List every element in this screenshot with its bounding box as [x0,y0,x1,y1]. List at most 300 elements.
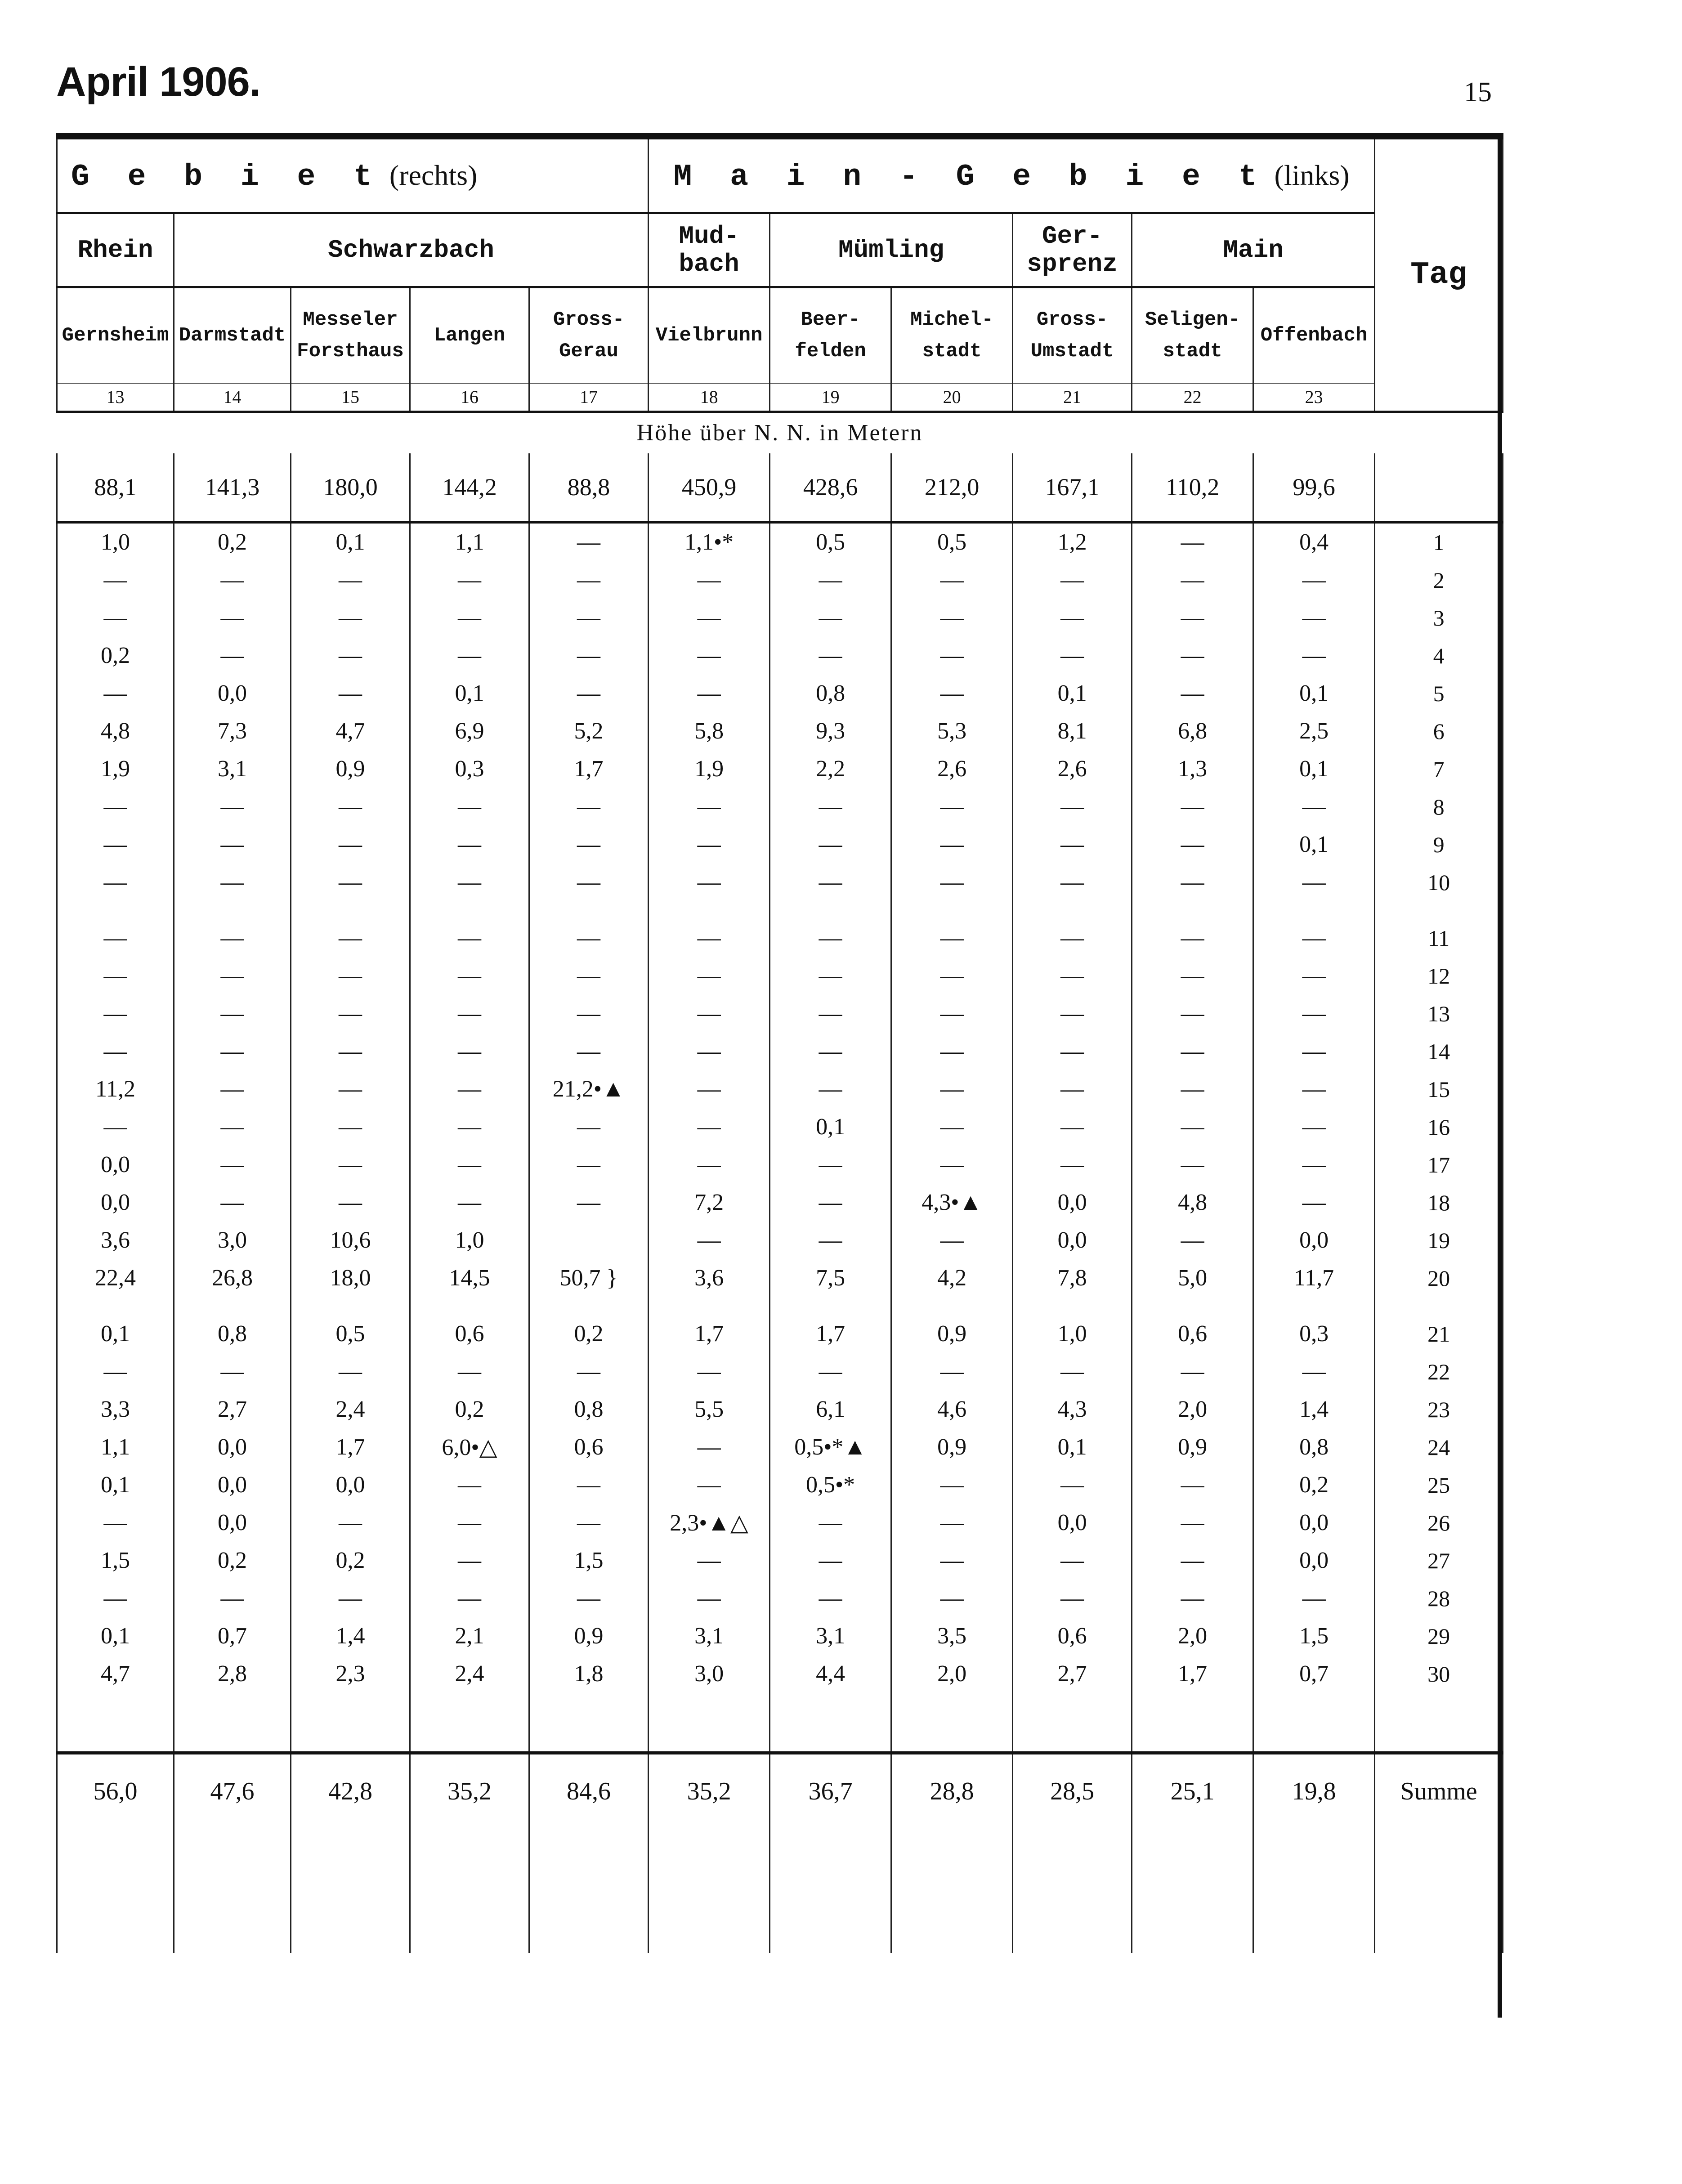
cell-14: — [174,1033,291,1070]
cell-21: 1,2 [1013,522,1132,561]
cell-17: — [529,826,649,864]
cell-23: — [1253,1353,1375,1391]
sum-17: 84,6 [529,1764,649,1818]
cell-16: — [410,919,529,957]
cell-16: — [410,637,529,675]
cell-15: — [291,599,410,637]
cell-20: — [891,1504,1013,1542]
cell-17: — [529,1184,649,1222]
cell-13: — [57,864,174,901]
cell-14: — [174,1146,291,1184]
cell-19: — [770,561,891,599]
cell-18: — [649,1146,770,1184]
cell-16: — [410,1542,529,1580]
cell-19: 6,1 [770,1391,891,1428]
table-row [57,522,1503,561]
station-15: Messeler Forsthaus [291,287,410,383]
cell-18: 3,1 [649,1617,770,1655]
cell-14: — [174,599,291,637]
cell-23: — [1253,1070,1375,1108]
cell-15: — [291,675,410,712]
column-number-21: 21 [1013,383,1132,412]
cell-18: 1,7 [649,1315,770,1353]
cell-16: — [410,1108,529,1146]
tag-cell: 13 [1375,995,1503,1033]
cell-22: 2,0 [1132,1391,1253,1428]
cell-18: — [649,826,770,864]
cell-20: — [891,675,1013,712]
cell-18: — [649,1108,770,1146]
cell-23: 0,8 [1253,1428,1375,1466]
cell-13: 11,2 [57,1070,174,1108]
cell-21: — [1013,1070,1132,1108]
cell-13: 4,7 [57,1655,174,1693]
cell-13: — [57,675,174,712]
cell-13: 0,1 [57,1466,174,1504]
cell-18: — [649,919,770,957]
station-header-row [57,287,1503,383]
cell-22: 1,7 [1132,1655,1253,1693]
cell-22: 0,6 [1132,1315,1253,1353]
tag-cell: 26 [1375,1504,1503,1542]
column-number-19: 19 [770,383,891,412]
cell-15: 0,0 [291,1466,410,1504]
table-row [57,712,1503,750]
cell-13: 0,1 [57,1617,174,1655]
cell-14: 3,1 [174,750,291,788]
cell-19: — [770,1184,891,1222]
cell-23: 2,5 [1253,712,1375,750]
cell-16: — [410,1184,529,1222]
cell-19: — [770,1353,891,1391]
cell-19: — [770,864,891,901]
column-number-16: 16 [410,383,529,412]
cell-16: — [410,1504,529,1542]
tag-cell: 3 [1375,599,1503,637]
cell-17: 21,2•▲ [529,1070,649,1108]
tag-cell: 22 [1375,1353,1503,1391]
cell-17: — [529,919,649,957]
cell-21: 0,0 [1013,1222,1132,1259]
cell-14: 0,8 [174,1315,291,1353]
cell-17: 0,2 [529,1315,649,1353]
cell-15: — [291,919,410,957]
cell-13: 1,1 [57,1428,174,1466]
cell-18: — [649,1542,770,1580]
hoehe-row [57,412,1503,453]
cell-18: — [649,1353,770,1391]
cell-22: — [1132,864,1253,901]
cell-17: — [529,995,649,1033]
cell-22: 2,0 [1132,1617,1253,1655]
cell-16: — [410,1353,529,1391]
cell-13: — [57,599,174,637]
cell-15: 18,0 [291,1259,410,1297]
spacer-row [57,901,1503,919]
cell-13: 1,9 [57,750,174,788]
cell-19: 7,5 [770,1259,891,1297]
cell-15: 4,7 [291,712,410,750]
cell-19: 3,1 [770,1617,891,1655]
cell-14: — [174,864,291,901]
cell-13: — [57,826,174,864]
cell-17: — [529,864,649,901]
cell-23: — [1253,1146,1375,1184]
cell-22: — [1132,1222,1253,1259]
cell-17: — [529,957,649,995]
cell-21: 0,1 [1013,675,1132,712]
cell-18: — [649,995,770,1033]
cell-14: 2,8 [174,1655,291,1693]
river-header-row [57,213,1503,287]
tag-cell: 21 [1375,1315,1503,1353]
table-row [57,826,1503,864]
cell-16: — [410,1580,529,1617]
station-13: Gernsheim [57,287,174,383]
cell-18: 7,2 [649,1184,770,1222]
cell-19: — [770,1033,891,1070]
table-row [57,1353,1503,1391]
right-border-rule [1498,133,1502,2018]
river-muemling: Mümling [770,213,1013,287]
cell-18: — [649,637,770,675]
cell-18: — [649,1466,770,1504]
cell-20: — [891,995,1013,1033]
cell-22: — [1132,599,1253,637]
cell-20: — [891,637,1013,675]
cell-19: — [770,1542,891,1580]
cell-23: — [1253,864,1375,901]
column-number-15: 15 [291,383,410,412]
cell-17: 5,2 [529,712,649,750]
cell-14: — [174,1353,291,1391]
cell-19: 0,1 [770,1108,891,1146]
cell-14: — [174,1070,291,1108]
tag-cell: 19 [1375,1222,1503,1259]
cell-17: — [529,599,649,637]
cell-20: 4,2 [891,1259,1013,1297]
cell-21: — [1013,919,1132,957]
elevation-18: 450,9 [649,453,770,522]
cell-14: — [174,1108,291,1146]
cell-20: — [891,788,1013,826]
cell-15: 1,7 [291,1428,410,1466]
table-row [57,1504,1503,1542]
river-main: Main [1132,213,1375,287]
sum-20: 28,8 [891,1764,1013,1818]
cell-20: — [891,1222,1013,1259]
cell-21: 0,6 [1013,1617,1132,1655]
cell-18: — [649,1580,770,1617]
cell-19: 0,5 [770,522,891,561]
cell-21: — [1013,1542,1132,1580]
cell-22: — [1132,1542,1253,1580]
station-18: Vielbrunn [649,287,770,383]
cell-17: — [529,561,649,599]
cell-20: 0,5 [891,522,1013,561]
cell-16: — [410,826,529,864]
sum-21: 28,5 [1013,1764,1132,1818]
cell-22: — [1132,1580,1253,1617]
river-rhein: Rhein [57,213,174,287]
cell-16: 1,0 [410,1222,529,1259]
sum-rule-row [57,1753,1503,1764]
cell-16: 2,4 [410,1655,529,1693]
cell-21: — [1013,957,1132,995]
group-main [649,136,1375,213]
cell-20: 3,5 [891,1617,1013,1655]
cell-20: 2,6 [891,750,1013,788]
cell-13: — [57,919,174,957]
cell-21: 0,1 [1013,1428,1132,1466]
table-row [57,995,1503,1033]
cell-14: 0,0 [174,1428,291,1466]
cell-17: — [529,1033,649,1070]
cell-20: — [891,919,1013,957]
cell-19: 0,8 [770,675,891,712]
table-row [57,1070,1503,1108]
cell-21: 2,6 [1013,750,1132,788]
cell-20: 4,3•▲ [891,1184,1013,1222]
cell-15: — [291,995,410,1033]
cell-21: — [1013,1033,1132,1070]
cell-14: 0,2 [174,1542,291,1580]
cell-21: — [1013,599,1132,637]
tag-cell: 27 [1375,1542,1503,1580]
cell-13: — [57,995,174,1033]
cell-13: — [57,1504,174,1542]
cell-18: — [649,675,770,712]
cell-17 [529,1222,649,1259]
cell-15: — [291,637,410,675]
tag-cell: 12 [1375,957,1503,995]
cell-22: — [1132,561,1253,599]
cell-13: 0,2 [57,637,174,675]
table-row [57,1315,1503,1353]
cell-21: — [1013,1353,1132,1391]
cell-21: — [1013,637,1132,675]
cell-21: 0,0 [1013,1504,1132,1542]
cell-19: 4,4 [770,1655,891,1693]
cell-14: 0,2 [174,522,291,561]
cell-18: — [649,1070,770,1108]
cell-20: — [891,1033,1013,1070]
table-row [57,1542,1503,1580]
cell-21: 2,7 [1013,1655,1132,1693]
cell-15: — [291,1108,410,1146]
cell-15: — [291,1033,410,1070]
tag-cell: 6 [1375,712,1503,750]
tag-cell: 17 [1375,1146,1503,1184]
cell-15: — [291,1580,410,1617]
cell-19: — [770,1222,891,1259]
elevation-17: 88,8 [529,453,649,522]
cell-14: 0,0 [174,675,291,712]
cell-17: — [529,1353,649,1391]
group-right-label: M a i n - G e b i e t [673,159,1267,194]
cell-14: 3,0 [174,1222,291,1259]
tag-cell: 1 [1375,522,1503,561]
cell-22: 4,8 [1132,1184,1253,1222]
precipitation-table [56,133,1502,1953]
table-row [57,599,1503,637]
cell-23: — [1253,1184,1375,1222]
elevation-14: 141,3 [174,453,291,522]
cell-21: 0,0 [1013,1184,1132,1222]
cell-15: 10,6 [291,1222,410,1259]
daily-rows [57,522,1503,1693]
cell-17: 1,8 [529,1655,649,1693]
cell-22: — [1132,637,1253,675]
cell-21: — [1013,1146,1132,1184]
column-number-22: 22 [1132,383,1253,412]
cell-13: 0,1 [57,1315,174,1353]
cell-19: 9,3 [770,712,891,750]
cell-23: — [1253,599,1375,637]
table-row [57,1146,1503,1184]
tag-cell: 14 [1375,1033,1503,1070]
cell-22: — [1132,1070,1253,1108]
cell-17: — [529,637,649,675]
cell-23: 0,3 [1253,1315,1375,1353]
cell-22: — [1132,919,1253,957]
cell-18: 5,5 [649,1391,770,1428]
cell-13: 1,5 [57,1542,174,1580]
cell-16: — [410,995,529,1033]
cell-23: 0,1 [1253,675,1375,712]
sum-13: 56,0 [57,1764,174,1818]
cell-19: — [770,995,891,1033]
cell-17: 1,5 [529,1542,649,1580]
cell-14: — [174,957,291,995]
cell-19: 2,2 [770,750,891,788]
page-title: April 1906. [56,59,261,105]
cell-14: 2,7 [174,1391,291,1428]
sum-16: 35,2 [410,1764,529,1818]
cell-17: — [529,1108,649,1146]
cell-13: — [57,1580,174,1617]
cell-19: 0,5•*▲ [770,1428,891,1466]
cell-19: — [770,1580,891,1617]
cell-14: — [174,788,291,826]
cell-22: — [1132,522,1253,561]
cell-22: 5,0 [1132,1259,1253,1297]
cell-15: — [291,1070,410,1108]
cell-17: 50,7 } [529,1259,649,1297]
cell-15: — [291,826,410,864]
spacer-row [57,1297,1503,1315]
tag-cell: 8 [1375,788,1503,826]
cell-19: — [770,1504,891,1542]
cell-15: 0,5 [291,1315,410,1353]
cell-14: 7,3 [174,712,291,750]
cell-14: 0,0 [174,1466,291,1504]
sum-22: 25,1 [1132,1764,1253,1818]
table-row [57,957,1503,995]
cell-23: 0,1 [1253,826,1375,864]
cell-13: — [57,1353,174,1391]
cell-23: 11,7 [1253,1259,1375,1297]
table-row [57,919,1503,957]
cell-21: 7,8 [1013,1259,1132,1297]
sum-19: 36,7 [770,1764,891,1818]
tag-cell: 11 [1375,919,1503,957]
cell-14: — [174,637,291,675]
cell-15: — [291,1146,410,1184]
group-right-paren: (links) [1274,159,1350,191]
cell-23: 0,0 [1253,1504,1375,1542]
cell-14: — [174,1580,291,1617]
cell-16: 14,5 [410,1259,529,1297]
cell-18: — [649,1222,770,1259]
cell-14: 0,0 [174,1504,291,1542]
station-19: Beer-felden [770,287,891,383]
tail-row [57,1818,1503,1953]
table-row [57,864,1503,901]
cell-18: 5,8 [649,712,770,750]
cell-20: — [891,1466,1013,1504]
cell-22: 0,9 [1132,1428,1253,1466]
cell-23: 0,4 [1253,522,1375,561]
cell-15: 2,4 [291,1391,410,1428]
cell-20: 0,9 [891,1428,1013,1466]
cell-17: — [529,1146,649,1184]
elevation-23: 99,6 [1253,453,1375,522]
cell-13: 3,3 [57,1391,174,1428]
cell-20: 4,6 [891,1391,1013,1428]
cell-15: 1,4 [291,1617,410,1655]
cell-13: — [57,788,174,826]
cell-23: 0,1 [1253,750,1375,788]
table-row [57,788,1503,826]
cell-13: 3,6 [57,1222,174,1259]
cell-23: — [1253,1580,1375,1617]
cell-18: — [649,561,770,599]
column-number-13: 13 [57,383,174,412]
cell-13: 1,0 [57,522,174,561]
cell-19: — [770,1146,891,1184]
cell-20: 0,9 [891,1315,1013,1353]
cell-21: — [1013,864,1132,901]
cell-23: 0,7 [1253,1655,1375,1693]
cell-18: — [649,1033,770,1070]
cell-15: — [291,957,410,995]
column-number-20: 20 [891,383,1013,412]
tag-cell: 5 [1375,675,1503,712]
tag-cell: 10 [1375,864,1503,901]
cell-23: — [1253,1108,1375,1146]
cell-16: 6,9 [410,712,529,750]
tag-cell: 29 [1375,1617,1503,1655]
table-row [57,1259,1503,1297]
tag-cell: 30 [1375,1655,1503,1693]
group-left-label: G e b i e t [71,159,382,194]
table-row [57,1391,1503,1428]
cell-14: — [174,561,291,599]
cell-22: — [1132,1146,1253,1184]
station-21: Gross-Umstadt [1013,287,1132,383]
station-17: Gross-Gerau [529,287,649,383]
table-row [57,561,1503,599]
station-22: Seligen-stadt [1132,287,1253,383]
cell-16: 0,2 [410,1391,529,1428]
cell-23: 1,4 [1253,1391,1375,1428]
cell-16: — [410,864,529,901]
cell-16: — [410,788,529,826]
column-number-18: 18 [649,383,770,412]
cell-21: — [1013,1108,1132,1146]
cell-19: — [770,957,891,995]
